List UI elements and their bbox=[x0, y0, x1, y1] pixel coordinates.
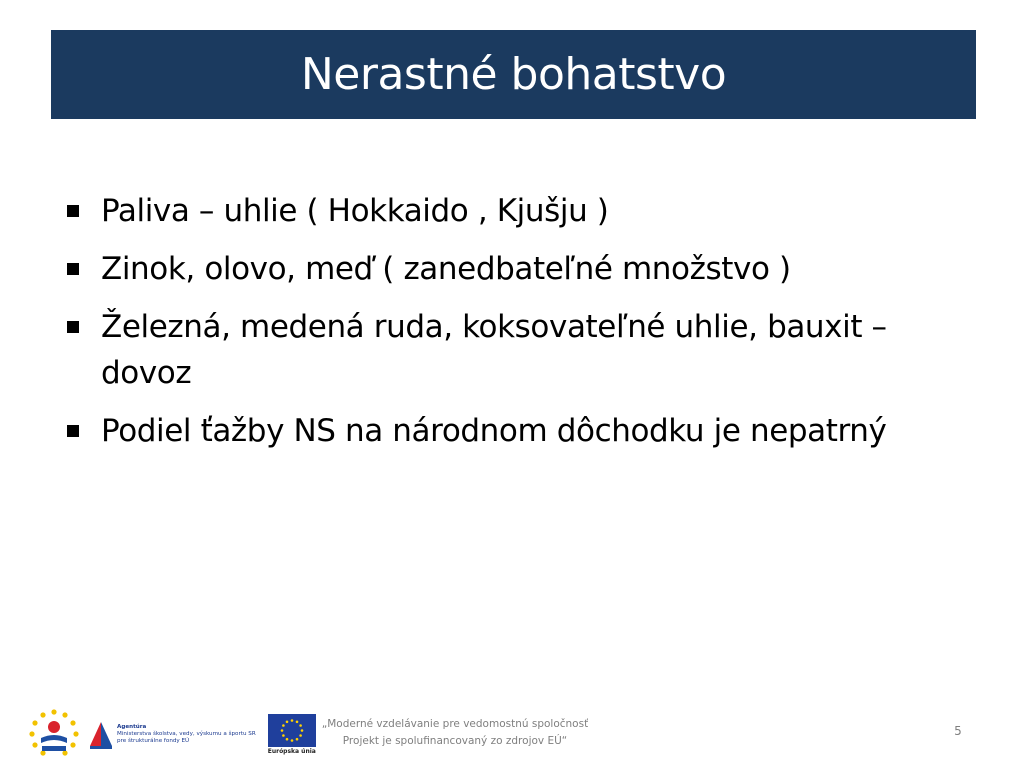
slide-title: Nerastné bohatstvo bbox=[300, 49, 727, 100]
page-number: 5 bbox=[954, 724, 962, 738]
bullet-item bbox=[62, 304, 962, 396]
bullet-text: Železná, medená ruda, koksovateľné uhlie, bauxit – dovoz bbox=[101, 309, 887, 391]
footer-logos bbox=[28, 705, 316, 763]
bullet-item bbox=[62, 408, 962, 454]
bullet-item bbox=[62, 246, 962, 292]
agentura-line1: Ministerstva školstva, vedy, výskumu a športu SR bbox=[117, 730, 256, 737]
square-bullet-icon bbox=[67, 263, 79, 275]
bullet-item bbox=[62, 188, 962, 234]
project-line-2: Projekt je spolufinancovaný zo zdrojov EÚ“ bbox=[342, 735, 568, 747]
square-bullet-icon bbox=[67, 205, 79, 217]
square-bullet-icon bbox=[67, 425, 79, 437]
bullet-list bbox=[62, 188, 962, 466]
bullet-text: Zinok, olovo, meď ( zanedbateľné množstvo ) bbox=[101, 251, 791, 287]
project-line-1: „Moderné vzdelávanie pre vedomostnú spoločnosť bbox=[321, 718, 589, 730]
agentura-line2: pre štrukturálne fondy EÚ bbox=[117, 737, 190, 744]
agentura-title: Agentúra bbox=[117, 723, 147, 730]
project-caption bbox=[305, 716, 605, 750]
op-vzdelavanie-logo-icon bbox=[28, 708, 80, 760]
bullet-text: Podiel ťažby NS na národnom dôchodku je nepatrný bbox=[101, 413, 887, 449]
square-bullet-icon bbox=[67, 321, 79, 333]
agentura-logo-icon bbox=[88, 718, 114, 750]
bullet-text: Paliva – uhlie ( Hokkaido , Kjušju ) bbox=[101, 193, 609, 229]
agentura-logo bbox=[88, 718, 256, 750]
title-bar bbox=[51, 30, 976, 119]
eu-label: Európska únia bbox=[267, 747, 316, 755]
